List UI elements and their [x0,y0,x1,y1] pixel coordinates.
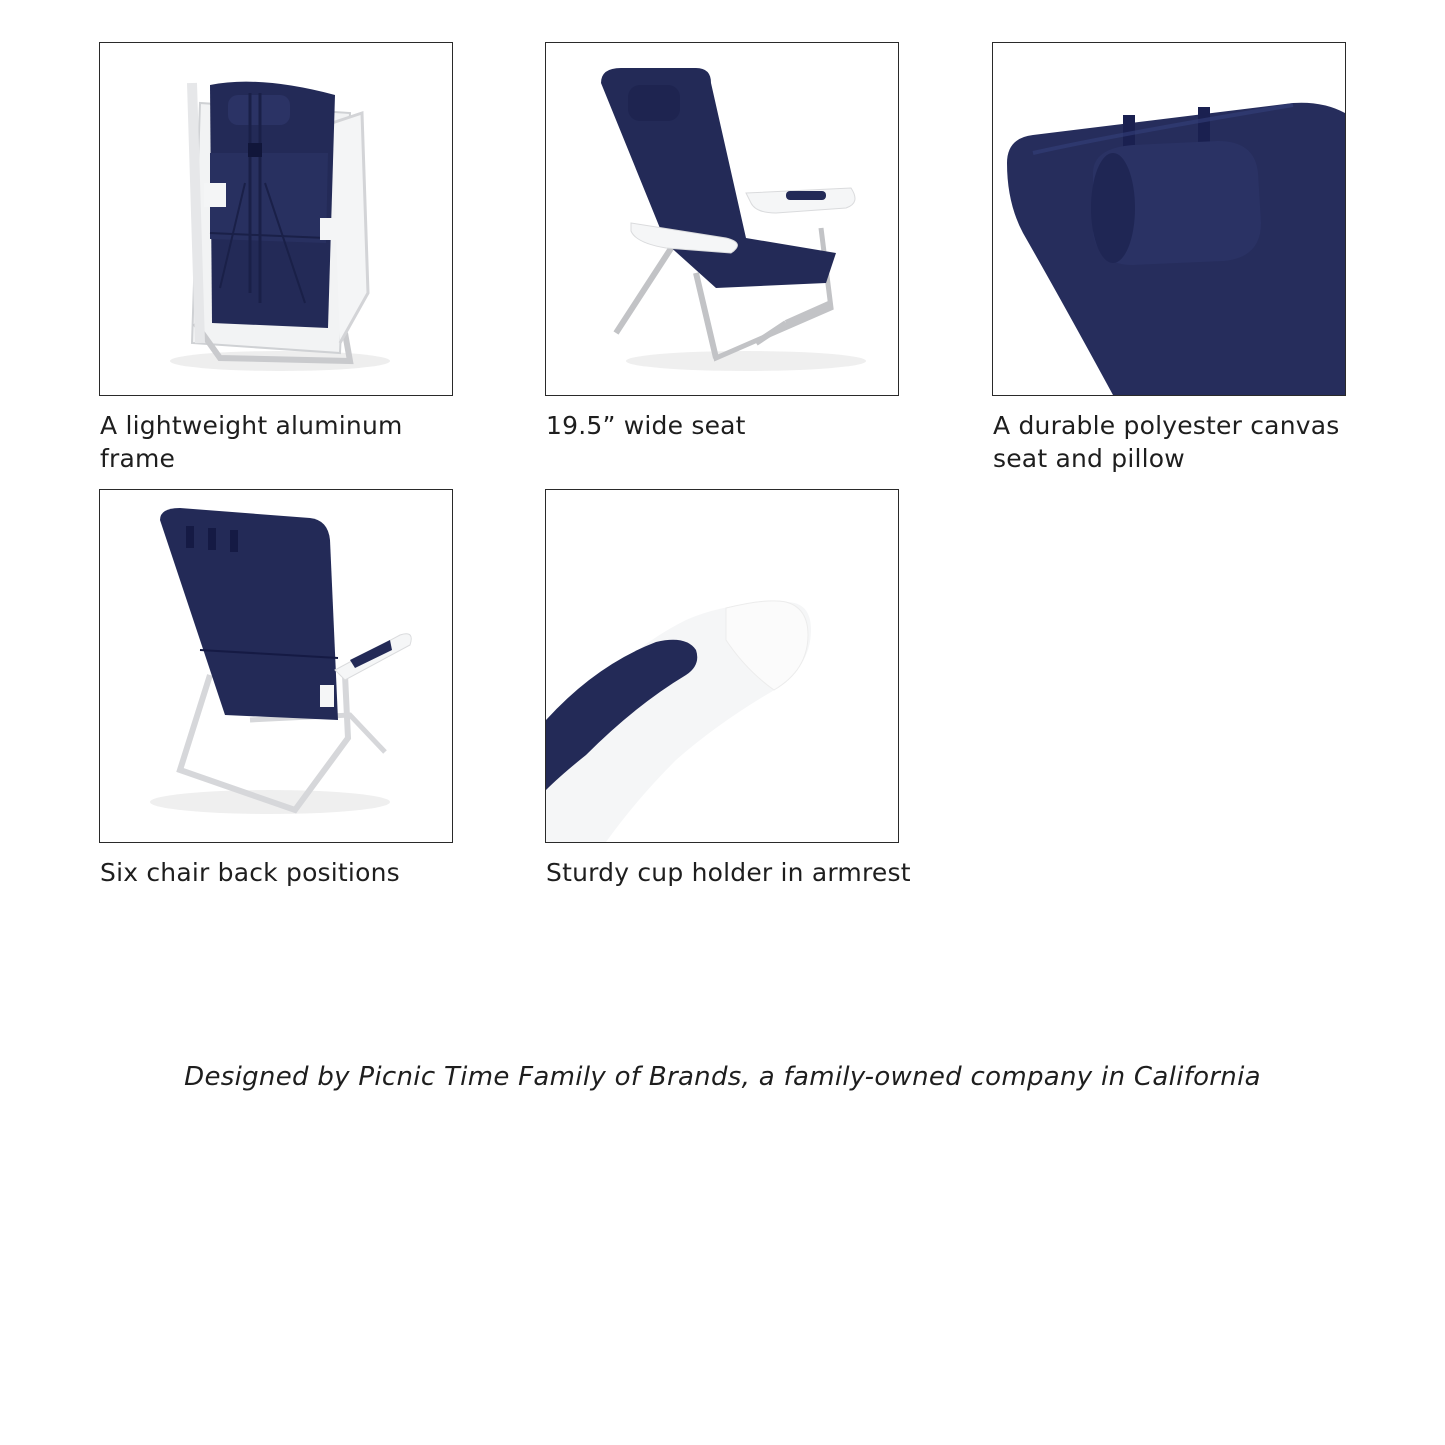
caption-aluminum-frame: A lightweight aluminum frame [100,411,403,473]
feature-image-chair-front [545,42,899,396]
chair-rear-illustration [100,490,452,842]
feature-image-chair-rear [99,489,453,843]
caption-polyester-canvas: A durable polyester canvas seat and pillow [993,411,1340,473]
folded-chair-illustration [100,43,452,395]
caption-cup-holder: Sturdy cup holder in armrest [546,858,911,887]
feature-image-pillow-closeup [992,42,1346,396]
pillow-closeup-illustration [993,43,1345,395]
feature-image-folded-chair [99,42,453,396]
caption-back-positions: Six chair back positions [100,858,400,887]
feature-image-cup-holder [545,489,899,843]
cup-holder-illustration [546,490,898,842]
caption-wide-seat: 19.5” wide seat [546,411,746,440]
footer-brand-statement: Designed by Picnic Time Family of Brands, a family-owned company in California [184,1062,1261,1092]
chair-front-illustration [546,43,898,395]
